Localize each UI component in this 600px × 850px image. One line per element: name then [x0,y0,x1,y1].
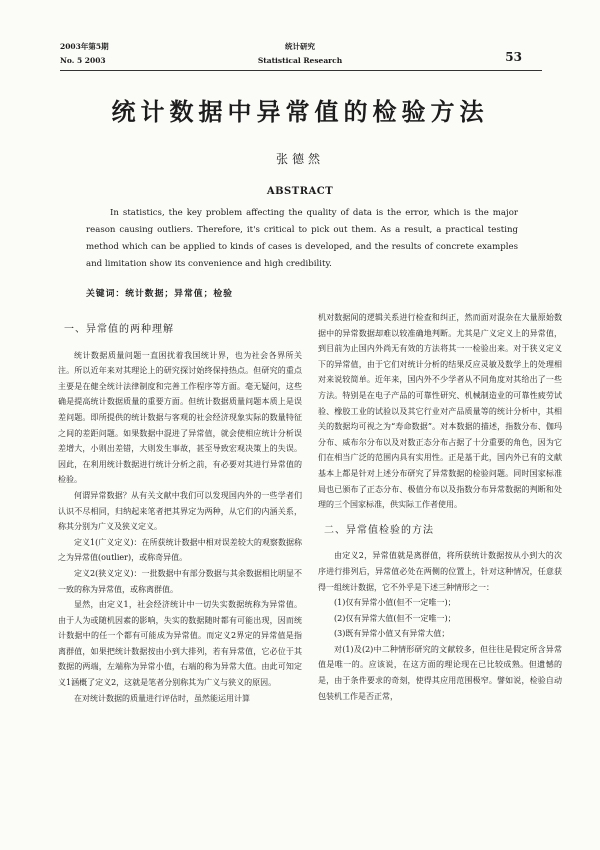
article-title: 统计数据中异常值的检验方法 [111,97,489,126]
paragraph: 对(1)及(2)中二种情形研究的文献较多，但往往是假定所含异常值是唯一的。应该说，在这方面的理论现在已比较成熟。但遗憾的是，由于条件要求的奇刻，使得其应用范围极窄。譬如说，检验自动包装机工作是否正常， [318,644,562,701]
paragraph: 何谓异常数据？从有关文献中我们可以发现国内外的一些学者们认识不尽相同，归纳起来笔者把其界定为两种，从它们的内涵关系，称其分别为广义及狭义定义。 [58,490,302,532]
journal-cn: 统计研究 [285,42,315,51]
keywords: 关键词：统计数据；异常值；检验 [86,289,233,299]
right-column [318,310,562,704]
article-author: 张德然 [275,152,324,166]
abstract-text: In statistics, the key problem affecting the quality of data is the error, which is the major reason causing outliers. Therefore, it's critical to pick out them. As a result, a practical testing method which can be applied to kinds of cases is developed, and the results of concrete examples and limitation show its convenience and high credibility. [86,208,518,269]
page-number: 53 [505,50,522,64]
list-item: (1)仅有异常小值(但不一定唯一)； [334,598,456,608]
header-journal-name [200,40,400,68]
paragraph: 统计数据质量问题一直困扰着我国统计界，也为社会各界所关注。所以近年来对其理论上的研究探讨始终保持热点。但研究的重点主要是在健全统计法律制度和完善工作程序等方面。毫无疑问，这些确是提高统计数据质量的重要方面。但统计数据质量问题本质上是误差问题。即所提供的统计数据与客观的社会经济现象实际的数量特征之间的差距问题。如果数据中混进了异常值，就会使相应统计分析误差增大，小则出差错，大则发生事故，甚至导致宏观决策上的失误。因此，在利用统计数据进行统计分析之前，有必要对其进行异常值的检验。 [58,350,302,485]
paragraph: 定义2(狭义定义)：一批数据中有部分数据与其余数据相比明显不一致的称为异常值，或称离群值。 [58,568,302,594]
paragraph: 显然，由定义1，社会经济统计中一切失实数据统称为异常值。由于人为或随机因素的影响，失实的数据随时都有可能出现，因而统计数据中的任一个都有可能成为异常值。而定义2界定的异常值是指离群值，如果把统计数据按由小到大排列，若有异常值，它必位于其数据的两端，左端称为异常小值，右端的称为异常大值。由此可知定义1涵概了定义2，这就是笔者分别称其为广义与狭义的原因。 [58,600,302,688]
paragraph: 在对统计数据的质量进行评估时，虽然能运用计算 [74,693,250,703]
paragraph: 定义1(广义定义)：在所获统计数据中相对误差较大的观察数据称之为异常值(outlier)，或称奇异值。 [58,537,302,563]
header-issue-info [60,40,109,68]
left-column [58,318,302,706]
paragraph: 机对数据间的逻辑关系进行检查和纠正，然而面对混杂在大量原始数据中的异常数据却难以较准确地判断。尤其是广义定义上的异常值，到目前为止国内外尚无有效的方法将其一一检验出来。对于狭义定义下的异常值，由于它们对统计分析的结果反应灵敏及数学上的处理相对来说较简单。近年来，国内外不少学者从不同角度对其给出了一些方法。特别是在电子产品的可靠性研究、机械制造业的可靠性疲劳试验、橡胶工业的试验以及其它行业对产品质量等的统计分析中，其相关的数据均可视之为“寿命数据”。对本数据的描述，指数分布、伽玛分布、威布尔分布以及对数正态分布占据了十分重要的角色，因为它们在相当广泛的范围内具有实用性。正是基于此，国内外已有的文献基本上都是针对上述分布研究了异常数据的检验问题。同时国家标准局也已颁布了正态分布、极值分布以及指数分布异常数据的判断和处理的三个国家标准，供实际工作者使用。 [318,313,562,510]
journal-en: Statistical Research [257,56,343,65]
list-item: (2)仅有异常大值(但不一定唯一)； [334,613,456,623]
issue-cn: 2003年第5期 [60,42,109,51]
header-rule [60,70,542,71]
issue-en: No. 5 2003 [60,56,106,65]
list-item: (3)既有异常小值又有异常大值； [334,629,450,639]
abstract-heading: ABSTRACT [266,186,334,197]
paragraph: 由定义2，异常值就是离群值，将所获统计数据按从小到大的次序进行排列后，异常值必处在两侧的位置上，针对这种情况，任意获得一组统计数据，它不外乎是下述三种情形之一： [318,551,562,592]
section-heading-1: 一、异常值的两种理解 [64,324,174,335]
section-heading-2: 二、异常值检验的方法 [324,524,434,536]
